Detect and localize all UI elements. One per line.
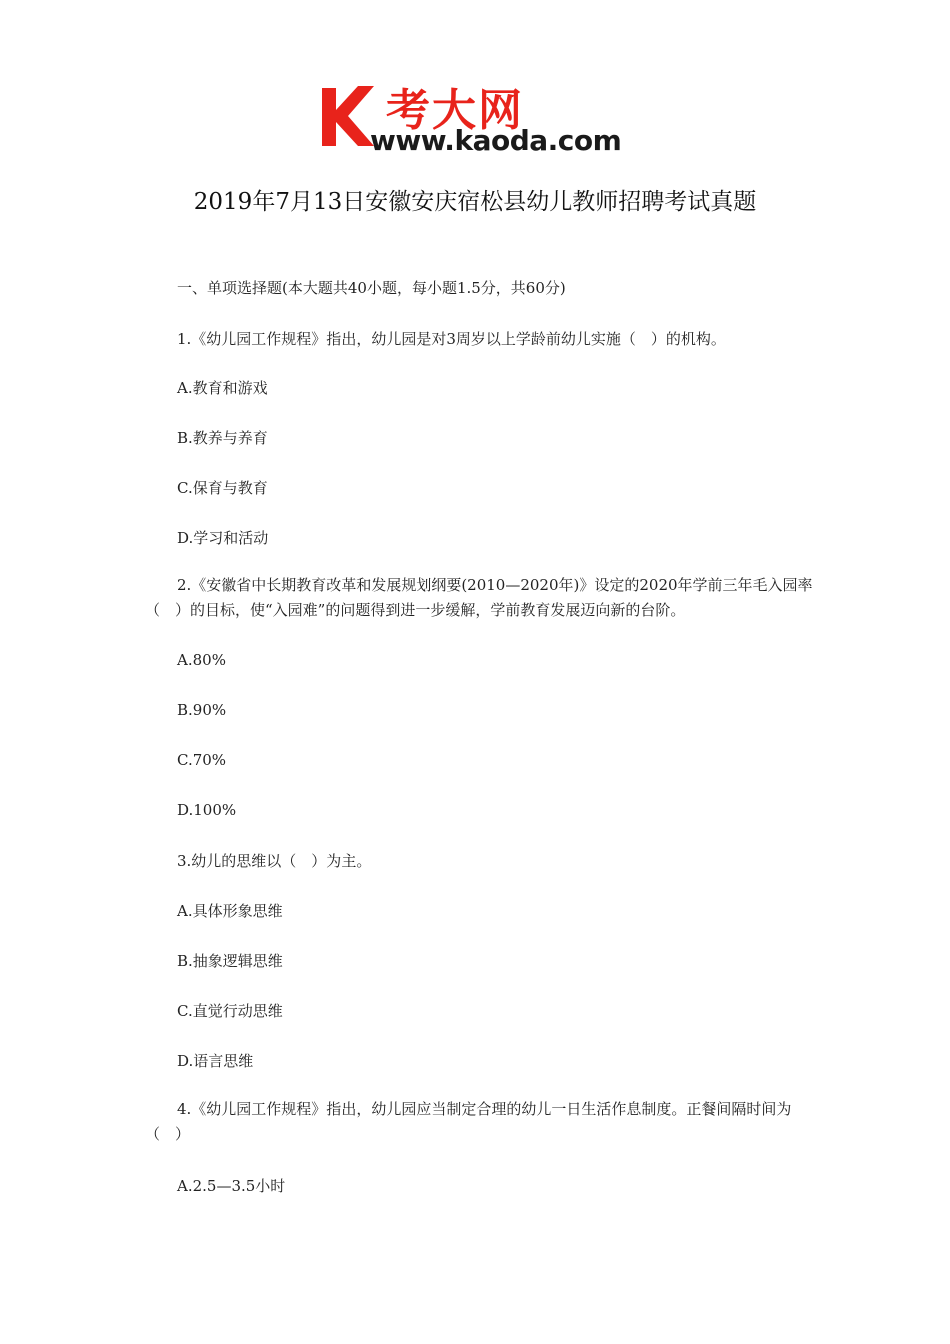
- option-item: C.保育与教育: [177, 479, 268, 497]
- section-heading: 一、单项选择题(本大题共40小题，每小题1.5分，共60分): [177, 279, 566, 297]
- option-item: C.直觉行动思维: [177, 1002, 283, 1020]
- question-stem: 3.幼儿的思维以（ ）为主。: [177, 852, 372, 870]
- page-title: 2019年7月13日安徽安庆宿松县幼儿教师招聘考试真题: [193, 189, 757, 215]
- question-stem: 2.《安徽省中长期教育改革和发展规划纲要(2010—2020年)》设定的2020年学前三年毛入园率（ ）的目标，使“入园难”的问题得到进一步缓解，学前教育发展迈向新的台阶。: [145, 576, 813, 619]
- option-item: A.具体形象思维: [177, 902, 283, 920]
- question-stem: 4.《幼儿园工作规程》指出，幼儿园应当制定合理的幼儿一日生活作息制度。正餐间隔时间为（ ）: [145, 1100, 792, 1143]
- option-item: B.90%: [177, 701, 227, 719]
- option-item: D.学习和活动: [177, 529, 269, 547]
- k-logo-mark: [318, 80, 378, 152]
- kaoda-logo: [318, 80, 638, 160]
- question-stem: 1.《幼儿园工作规程》指出，幼儿园是对3周岁以上学龄前幼儿实施（ ）的机构。: [177, 330, 726, 348]
- option-item: A.80%: [177, 651, 226, 669]
- option-item: D.语言思维: [177, 1052, 254, 1070]
- logo-chinese-name: 考大网: [386, 85, 524, 136]
- option-item: A.教育和游戏: [177, 379, 268, 397]
- logo-url: www.kaoda.com: [370, 124, 622, 157]
- option-item: A.2.5—3.5小时: [177, 1177, 286, 1195]
- option-item: C.70%: [177, 751, 227, 769]
- option-item: B.抽象逻辑思维: [177, 952, 283, 970]
- option-item: D.100%: [177, 801, 237, 819]
- option-item: B.教养与养育: [177, 429, 268, 447]
